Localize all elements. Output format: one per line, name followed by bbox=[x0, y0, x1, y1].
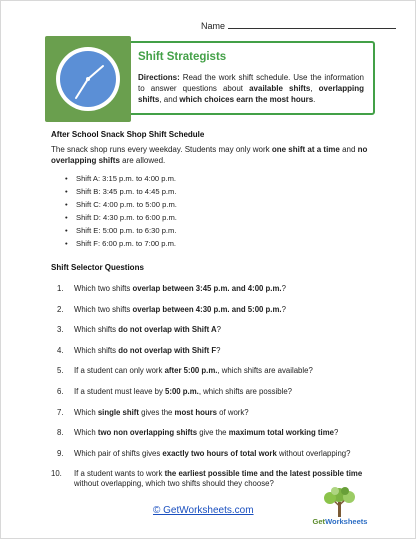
question-item bbox=[51, 346, 373, 356]
schedule-intro bbox=[51, 144, 371, 166]
question-text: Which shifts bbox=[74, 345, 119, 355]
question-bold: the earliest possible time and the latest possible time bbox=[164, 469, 363, 479]
logo-text-get: Get bbox=[312, 517, 326, 526]
question-number: 2. bbox=[57, 304, 64, 314]
name-underline[interactable] bbox=[228, 20, 396, 29]
intro-bold: no overlapping shifts bbox=[51, 145, 368, 165]
directions-part: , and bbox=[159, 95, 180, 104]
question-text: , which shifts are possible? bbox=[198, 386, 293, 396]
directions-lead: Directions: bbox=[138, 73, 180, 82]
question-text: , which shifts are available? bbox=[217, 366, 313, 376]
question-text: Which bbox=[74, 428, 98, 438]
directions-part: Read the work shift schedule. Use the information to answer questions about bbox=[138, 73, 364, 93]
question-text: Which two shifts bbox=[74, 304, 133, 314]
question-number: 9. bbox=[57, 448, 64, 458]
name-field[interactable] bbox=[201, 20, 396, 31]
question-bold: exactly two hours of total work bbox=[162, 448, 277, 458]
directions-part: , bbox=[310, 84, 319, 93]
shift-list bbox=[65, 172, 177, 250]
question-text: without overlapping? bbox=[276, 448, 351, 458]
question-text: ? bbox=[216, 345, 221, 355]
question-bold: overlap between 3:45 p.m. and 4:00 p.m. bbox=[132, 284, 282, 293]
question-text: If a student can only work bbox=[74, 366, 165, 376]
intro-bold: one shift at a time bbox=[271, 145, 340, 154]
intro-part: are allowed. bbox=[119, 156, 166, 165]
question-text: Which pair of shifts gives bbox=[74, 448, 163, 458]
question-text: give the bbox=[197, 428, 229, 438]
question-list bbox=[51, 284, 373, 500]
directions-part: . bbox=[313, 95, 316, 104]
question-text: ? bbox=[281, 304, 286, 314]
question-bold: do not overlap with Shift A bbox=[118, 325, 217, 335]
question-bold: after 5:00 p.m. bbox=[164, 366, 218, 376]
question-number: 7. bbox=[57, 407, 64, 417]
getworksheets-logo bbox=[308, 486, 372, 528]
shift-item: • Shift B: 3:45 p.m. to 4:45 p.m. bbox=[65, 185, 177, 198]
question-bold: most hours bbox=[174, 407, 217, 417]
question-number: 3. bbox=[57, 325, 64, 335]
question-item bbox=[51, 305, 373, 315]
question-item bbox=[51, 284, 373, 294]
question-item bbox=[51, 408, 373, 418]
question-item bbox=[51, 325, 373, 335]
question-text: If a student wants to work bbox=[74, 469, 165, 479]
questions-heading: Shift Selector Questions bbox=[51, 263, 144, 272]
shift-item: • Shift A: 3:15 p.m. to 4:00 p.m. bbox=[65, 172, 177, 185]
shift-item: • Shift C: 4:00 p.m. to 5:00 p.m. bbox=[65, 198, 177, 211]
question-item bbox=[51, 449, 373, 459]
question-item bbox=[51, 387, 373, 397]
question-text: If a student must leave by bbox=[74, 386, 166, 396]
question-text: Which two shifts bbox=[74, 284, 133, 293]
question-number: 4. bbox=[57, 345, 64, 355]
directions-bold: available shifts bbox=[249, 84, 311, 93]
intro-part: The snack shop runs every weekday. Students may only work bbox=[51, 145, 272, 154]
question-bold: maximum total working time bbox=[228, 428, 334, 438]
tree-icon bbox=[308, 486, 372, 518]
worksheet-title: Shift Strategists bbox=[138, 51, 227, 63]
name-label: Name bbox=[201, 21, 226, 31]
question-bold: overlap between 4:30 p.m. and 5:00 p.m. bbox=[132, 304, 282, 314]
directions-text bbox=[138, 72, 364, 105]
question-item bbox=[51, 366, 373, 376]
getworksheets-link[interactable]: © GetWorksheets.com bbox=[153, 505, 254, 516]
shift-item: • Shift F: 6:00 p.m. to 7:00 p.m. bbox=[65, 237, 177, 250]
question-bold: single shift bbox=[97, 407, 139, 417]
question-item bbox=[51, 428, 373, 438]
schedule-heading: After School Snack Shop Shift Schedule bbox=[51, 130, 205, 139]
clock-tile bbox=[45, 36, 131, 122]
question-bold: 5:00 p.m. bbox=[165, 386, 199, 396]
question-text: of work? bbox=[217, 407, 249, 417]
question-text: ? bbox=[216, 325, 222, 335]
question-text: without overlapping, which two shifts should they choose? bbox=[74, 479, 274, 489]
question-bold: do not overlap with Shift F bbox=[118, 345, 217, 355]
question-number: 6. bbox=[57, 386, 64, 396]
question-number: 8. bbox=[57, 428, 64, 438]
intro-part: and bbox=[339, 145, 358, 154]
directions-bold: overlapping shifts bbox=[138, 84, 365, 104]
directions-bold: which choices earn the most hours bbox=[179, 95, 314, 104]
question-text: ? bbox=[281, 284, 286, 293]
clock-icon bbox=[54, 45, 122, 113]
logo-wordmark bbox=[308, 517, 372, 526]
shift-item: • Shift E: 5:00 p.m. to 6:30 p.m. bbox=[65, 224, 177, 237]
question-bold: two non overlapping shifts bbox=[97, 428, 198, 438]
question-number: 10. bbox=[51, 469, 62, 479]
question-text: ? bbox=[333, 428, 339, 438]
logo-text-worksheets: Worksheets bbox=[325, 517, 368, 526]
shift-item: • Shift D: 4:30 p.m. to 6:00 p.m. bbox=[65, 211, 177, 224]
question-text: gives the bbox=[139, 407, 175, 417]
question-number: 1. bbox=[57, 284, 64, 293]
question-text: Which bbox=[74, 407, 98, 417]
question-text: Which shifts bbox=[74, 325, 119, 335]
question-number: 5. bbox=[57, 366, 64, 376]
